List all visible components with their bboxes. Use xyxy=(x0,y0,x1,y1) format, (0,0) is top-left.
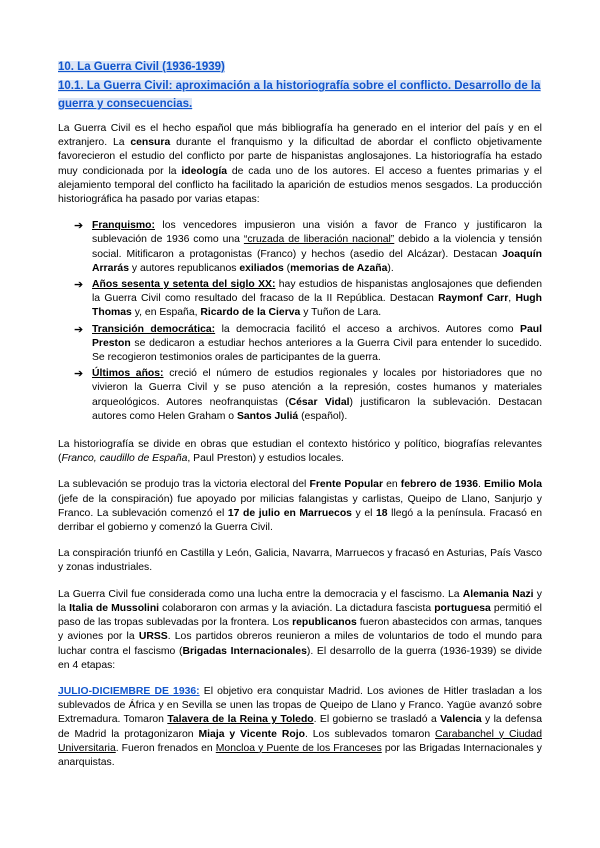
section-title: 10. La Guerra Civil (1936-1939) xyxy=(58,61,225,73)
list-item: ➔ Franquismo: los vencedores impusieron una visión a favor de Franco y justificaron la sublevación de 1936 como una “cruzada de liberación nacional” debido a la violencia y tensión social. Mitificaron a protagonistas (Franco) y hechos (asedio del Alcázar). Destacan Joaquín Arrarás y autores republicanos exiliados (memorias de Azaña). xyxy=(74,220,542,274)
arrow-icon: ➔ xyxy=(74,220,84,233)
list-item: ➔ Transición democrática: la democracia facilitó el acceso a archivos. Autores como Paul Preston se dedicaron a estudiar hechos anteriores a la Guerra Civil para entender lo sucedido. Se recogieron testimonios orales de participantes de la guerra. xyxy=(74,323,542,364)
stage1-label: JULIO-DICIEMBRE DE 1936: xyxy=(58,685,200,697)
list-item: ➔ Últimos años: creció el número de estudios regionales y locales por historiadores que no vivieron la Guerra Civil y se puso atención a la represión, costes humanos y materiales arqueológicos. Autores neofranquistas (César Vidal) justificaron la sublevación. Destacan autores como Helen Graham o Santos Juliá (español). xyxy=(74,368,542,422)
stage1-paragraph: JULIO-DICIEMBRE DE 1936: El objetivo era conquistar Madrid. Los aviones de Hitler trasladan a los sublevados de África y en Sevilla se unen las tropas de Queipo de Llano y Franco. Yagüe avanzó sobre Extremadura. Tomaron Talavera de la Reina y Toledo. El gobierno se trasladó a Valencia y la defensa de Madrid la protagonizaron Miaja y Vicente Rojo. Los sublevados tomaron Carabanchel y Ciudad Universitaria. Fueron frenados en Moncloa y Puente de los Franceses por las Brigadas Internacionales y anarquistas. xyxy=(58,685,542,768)
intro-paragraph: La Guerra Civil es el hecho español que más bibliografía ha generado en el interior del país y en el extranjero. La censura durante el franquismo y la dificultad de abordar el conflicto objetivamente favorecieron el estudio del conflicto por parte de hispanistas anglosajones. La historiografía ha estado muy condicionada por la ideología de cada uno de los autores. El acceso a fuentes primarias y el alejamiento temporal del conflicto ha facilitado la aparición de estudios menos sesgados. La producción historiográfica ha pasado por varias etapas: xyxy=(58,123,542,206)
arrow-icon: ➔ xyxy=(74,368,84,381)
document-page xyxy=(58,57,542,782)
arrow-icon: ➔ xyxy=(74,323,84,336)
international-paragraph: La Guerra Civil fue considerada como una lucha entre la democracia y el fascismo. La Alemania Nazi y la Italia de Mussolini colaboraron con armas y la aviación. La dictadura fascista portuguesa permitió el paso de las tropas sublevadas por la frontera. Los republicanos fueron abastecidos con armas, tanques y aviones por la URSS. Los partidos obreros reunieron a miles de voluntarios de todo el mundo para luchar contra el fascismo (Brigadas Internacionales). El desarrollo de la guerra (1936-1939) se divide en 4 etapas: xyxy=(58,588,542,671)
historiography-periods-list xyxy=(58,219,542,424)
uprising-paragraph: La sublevación se produjo tras la victoria electoral del Frente Popular en febrero de 1936. Emilio Mola (jefe de la conspiración) fue apoyado por milicias falangistas y carlistas, Queipo de Llano, Sanjurjo y Franco. La sublevación comenzó el 17 de julio en Marruecos y el 18 llegó a la península. Fracasó en derribar el gobierno y comenzó la Guerra Civil. xyxy=(58,479,543,534)
list-item: ➔ Años sesenta y setenta del siglo XX: hay estudios de hispanistas anglosajones que defienden la Guerra Civil como resultado del fracaso de la II República. Destacan Raymonf Carr, Hugh Thomas y, en España, Ricardo de la Cierva y Tuñon de Lara. xyxy=(74,279,542,319)
arrow-icon: ➔ xyxy=(74,279,84,292)
heading-block xyxy=(58,57,542,112)
historiography-paragraph: La historiografía se divide en obras que estudian el contexto histórico y político, biografías relevantes (Franco, caudillo de España, Paul Preston) y estudios locales. xyxy=(58,439,542,465)
subsection-title: 10.1. La Guerra Civil: aproximación a la historiografía sobre el conflicto. Desarrollo de la guerra y consecuencias. xyxy=(58,80,541,110)
conspiracy-paragraph: La conspiración triunfó en Castilla y León, Galicia, Navarra, Marruecos y fracasó en Asturias, País Vasco y zonas industriales. xyxy=(58,548,542,574)
